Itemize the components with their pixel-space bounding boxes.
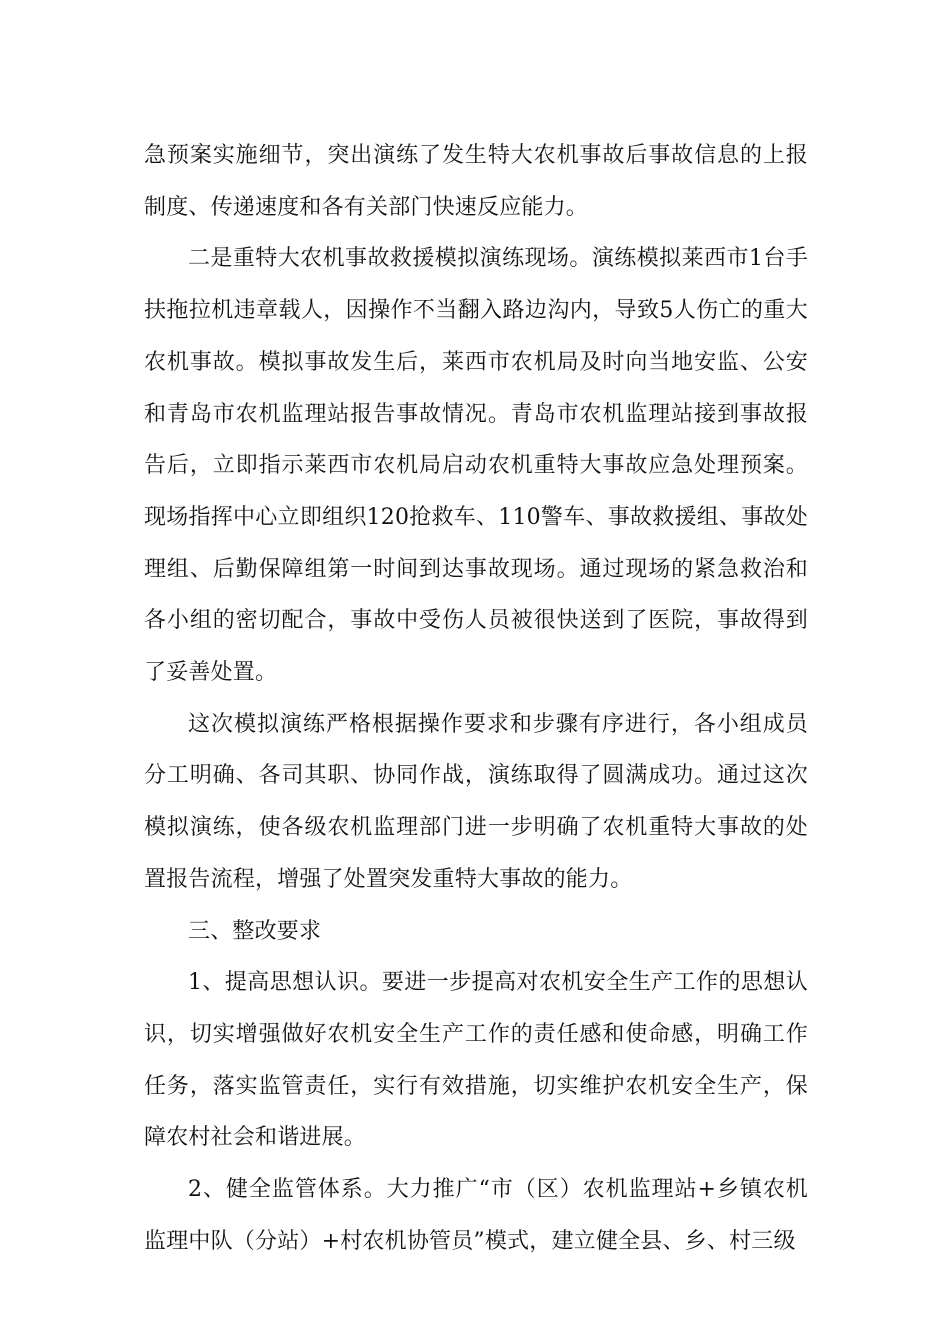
paragraph-continuation: 急预案实施细节，突出演练了发生特大农机事故后事故信息的上报制度、传递速度和各有关部门快速反应能力。 bbox=[144, 143, 808, 220]
document-body bbox=[144, 130, 808, 1267]
paragraph-item-1: 1、提高思想认识。要进一步提高对农机安全生产工作的思想认识，切实增强做好农机安全生产工作的责任感和使命感，明确工作任务，落实监管责任，实行有效措施，切实维护农机安全生产，保障农村社会和谐进展。 bbox=[144, 970, 808, 1151]
paragraph-drill-summary: 这次模拟演练严格根据操作要求和步骤有序进行，各小组成员分工明确、各司其职、协同作战，演练取得了圆满成功。通过这次模拟演练，使各级农机监理部门进一步明确了农机重特大事故的处置报告流程，增强了处置突发重特大事故的能力。 bbox=[144, 711, 808, 892]
section-heading-rectification: 三、整改要求 bbox=[188, 918, 322, 944]
paragraph-drill-scene: 二是重特大农机事故救援模拟演练现场。演练模拟莱西市1台手扶拖拉机违章载人，因操作不当翻入路边沟内，导致5人伤亡的重大农机事故。模拟事故发生后，莱西市农机局及时向当地安监、公安和青岛市农机监理站报告事故情况。青岛市农机监理站接到事故报告后，立即指示莱西市农机局启动农机重特大事故应急处理预案。现场指挥中心立即组织120抢救车、110警车、事故救援组、事故处理组、后勤保障组第一时间到达事故现场。通过现场的紧急救治和各小组的密切配合，事故中受伤人员被很快送到了医院，事故得到了妥善处置。 bbox=[144, 246, 808, 686]
paragraph-item-2: 2、健全监管体系。大力推广“市（区）农机监理站+乡镇农机监理中队（分站）+村农机协管员”模式，建立健全县、乡、村三级 bbox=[144, 1177, 808, 1254]
